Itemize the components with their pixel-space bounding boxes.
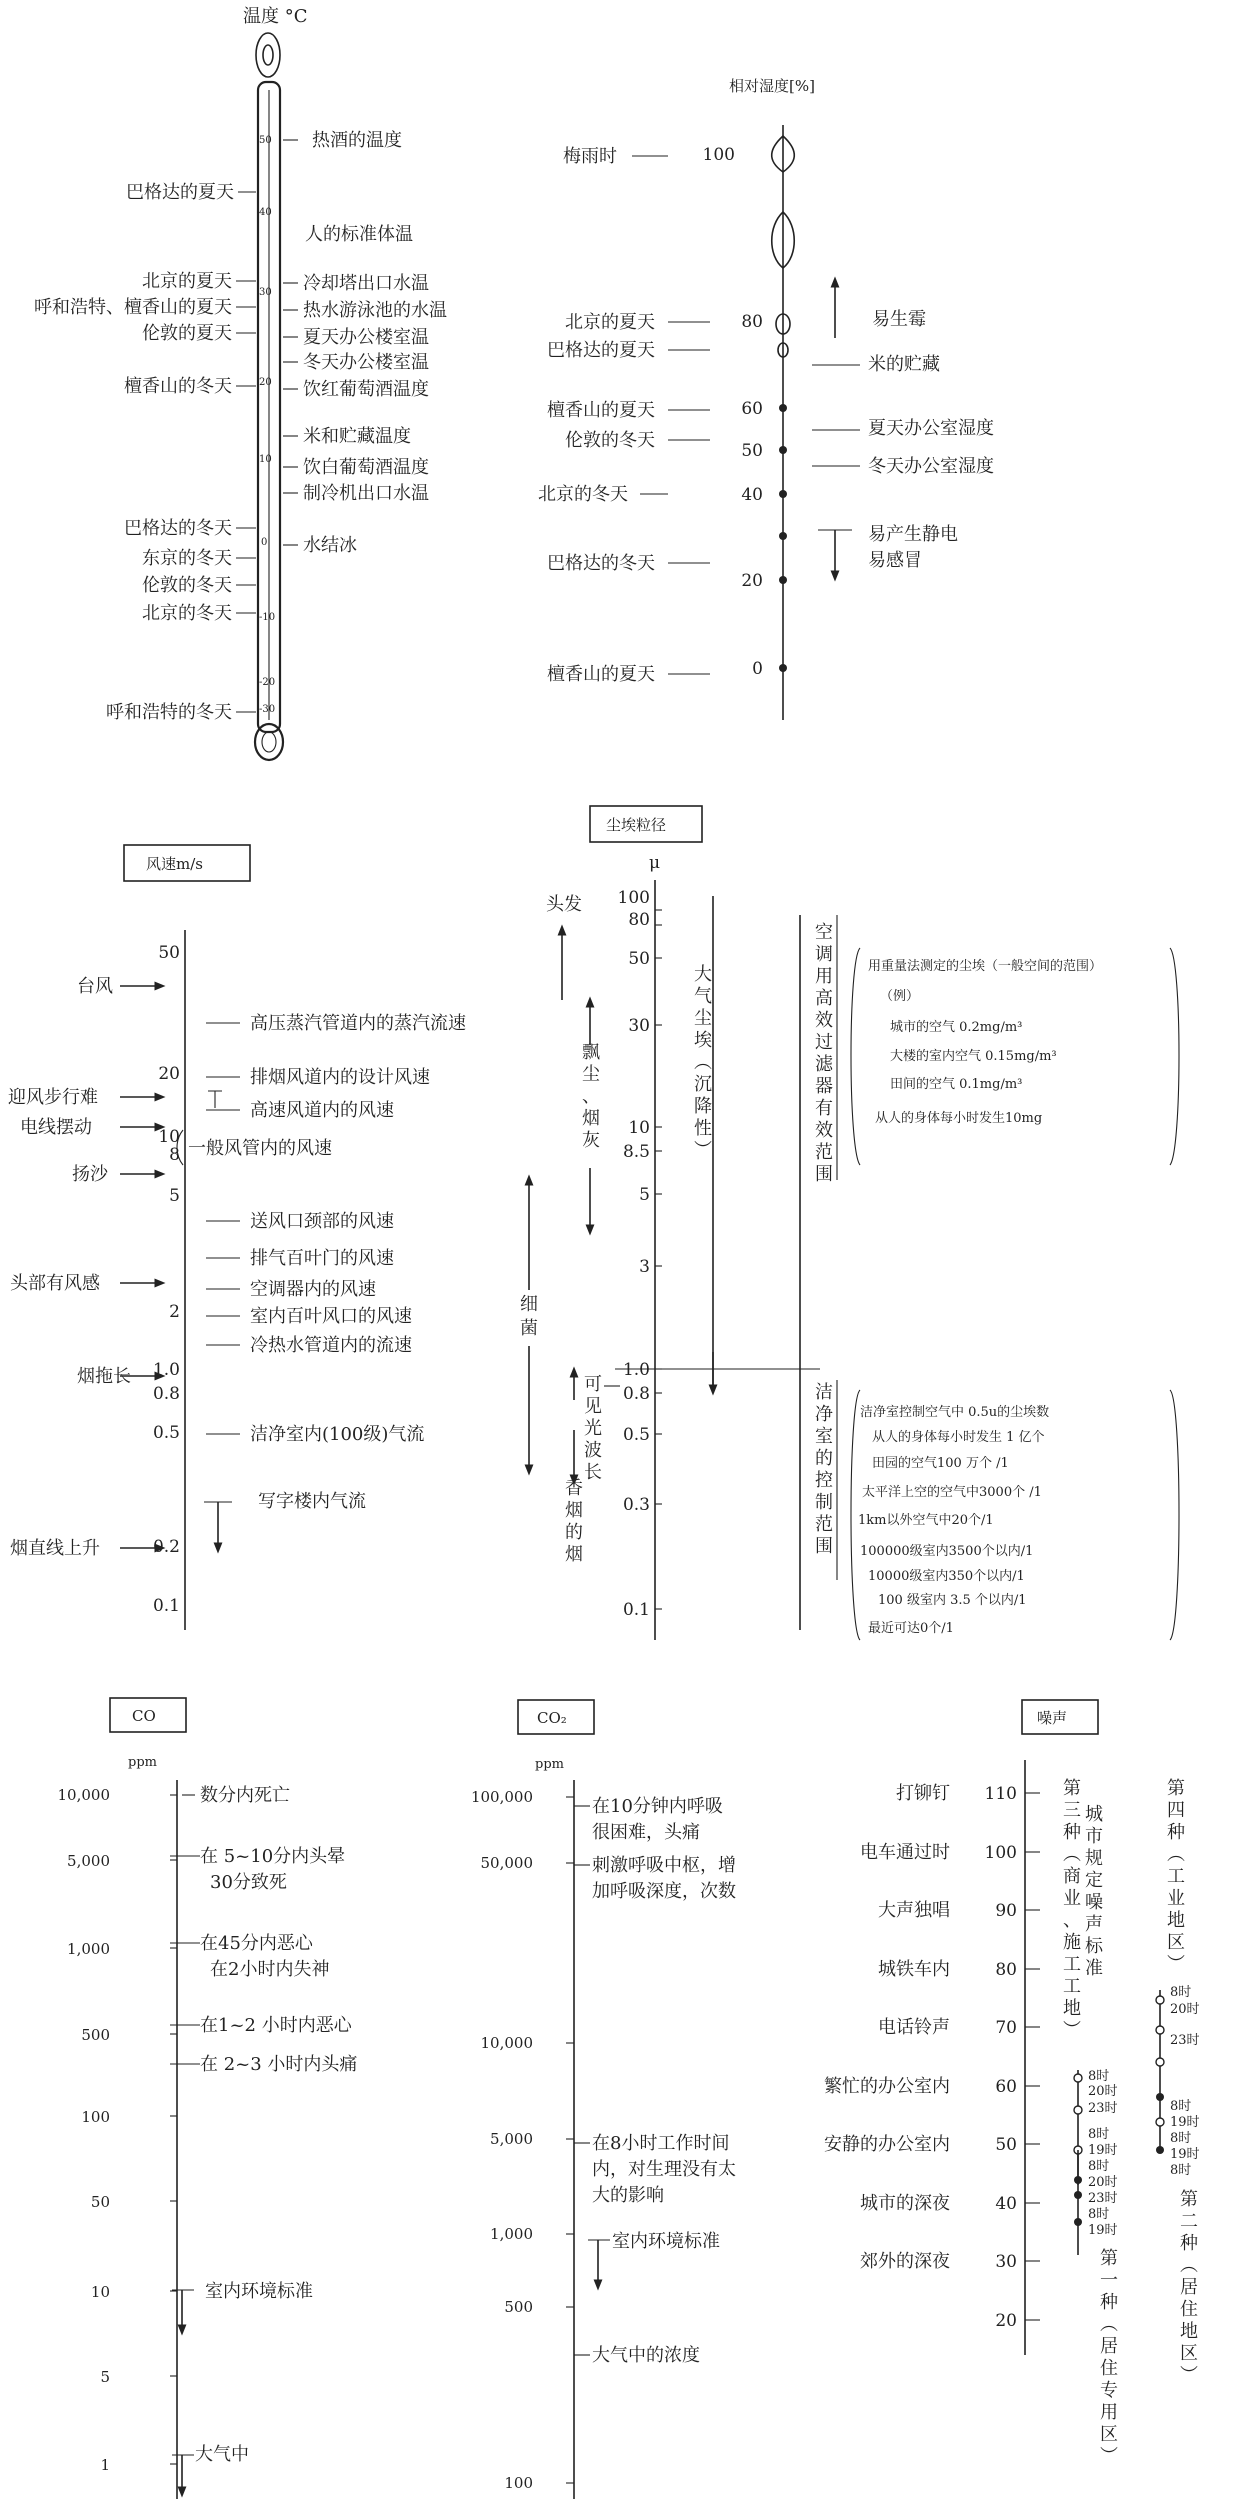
co2-note: 在10分钟内呼吸: [592, 1796, 723, 1817]
temp-left-label: 巴格达的冬天: [124, 518, 232, 539]
wind-left-label: 扬沙: [72, 1164, 108, 1185]
temp-right-label: 冬天办公楼室温: [303, 352, 429, 373]
noise-time: 8时: [1170, 1985, 1192, 2000]
wind-right-label: 高速风道内的风速: [250, 1100, 394, 1121]
co-note: 在 2~3 小时内头痛: [200, 2054, 358, 2075]
noise-tick: 60: [995, 2077, 1017, 2097]
dust-note1-line: 用重量法测定的尘埃（一般空间的范围）: [868, 959, 1103, 974]
co-note: 在45分内恶心: [200, 1933, 313, 1954]
co-unit: ppm: [128, 1755, 157, 1770]
dust-tick: 100: [617, 888, 650, 908]
wind-left-label: 台风: [77, 976, 113, 997]
dust-tick: 0.5: [622, 1425, 650, 1445]
noise-time: 19时: [1170, 2147, 1200, 2162]
noise-time: 8时: [1170, 2163, 1192, 2178]
co-tick: 5: [100, 2368, 110, 2386]
co2-unit: ppm: [535, 1757, 564, 1772]
co2-note: 室内环境标准: [612, 2231, 720, 2252]
co2-panel: [471, 1700, 736, 2499]
temp-right-label: 热水游泳池的水温: [303, 300, 447, 321]
co2-note: 加呼吸深度，次数: [592, 1881, 736, 1902]
co2-title: CO₂: [537, 1709, 567, 1727]
dust-filter-label: 空调用高效过滤器有效范围: [815, 922, 833, 1185]
humidity-tick: 80: [741, 312, 763, 332]
noise-tick: 50: [995, 2135, 1017, 2155]
thermometer-bulb-inner: [262, 732, 276, 752]
dust-tick: 8.5: [622, 1142, 650, 1162]
co2-tick: 100: [504, 2474, 533, 2492]
co-tick: 50: [90, 2193, 110, 2211]
wind-left-label: 电线摆动: [20, 1117, 92, 1138]
co-panel: [58, 1698, 358, 2499]
humidity-left-label: 梅雨时: [563, 146, 617, 167]
co2-tick: 100,000: [470, 1788, 533, 1806]
noise-time: 19时: [1088, 2143, 1118, 2158]
co-tick: 10,000: [57, 1786, 110, 1804]
noise-col1-label: 第一种︵居住专用区︶: [1100, 2248, 1118, 2467]
wind-tick: 50: [158, 943, 180, 963]
temp-right-label: 冷却塔出口水温: [303, 273, 429, 294]
temp-right-label: 水结冰: [303, 535, 357, 556]
dust-tick: 50: [628, 949, 650, 969]
noise-tick: 40: [995, 2194, 1017, 2214]
dust-tick: 80: [628, 910, 650, 930]
humidity-tick: 40: [741, 485, 763, 505]
temp-scale: 10: [259, 454, 272, 465]
wind-tick: 1.0: [152, 1360, 180, 1380]
temp-scale: -10: [259, 612, 276, 623]
wind-tick: 5: [169, 1186, 180, 1206]
noise-time: 8时: [1088, 2127, 1110, 2142]
noise-time: 8时: [1088, 2159, 1110, 2174]
humidity-left-label: 巴格达的夏天: [547, 340, 655, 361]
co-tick: 500: [81, 2026, 110, 2044]
dust-note2-line: 100000级室内3500个以内/1: [860, 1544, 1034, 1559]
humidity-right-label: 易生霉: [872, 309, 926, 330]
humidity-left-label: 伦敦的冬天: [565, 430, 655, 451]
wind-right-label: 洁净室内(100级)气流: [250, 1424, 425, 1445]
wind-right-label: 排气百叶门的风速: [250, 1248, 394, 1269]
noise-time: 20时: [1088, 2084, 1118, 2099]
temp-left-label: 檀香山的冬天: [124, 376, 232, 397]
temp-scale: 0: [261, 537, 268, 548]
noise-col4-label: 第四种︵工业地区︶: [1167, 1778, 1185, 1975]
wind-left-label: 烟拖长: [77, 1366, 131, 1387]
dust-clean-label: 洁净室的控制范围: [815, 1382, 833, 1557]
dust-panel: [520, 806, 1179, 1640]
noise-left-label: 城市的深夜: [860, 2193, 950, 2214]
thermometer-panel: [34, 6, 447, 760]
wind-tick: 0.2: [152, 1537, 180, 1557]
dust-note1-line: 城市的空气 0.2mg/m³: [890, 1020, 1023, 1035]
noise-time: 23时: [1088, 2101, 1118, 2116]
noise-left-label: 电车通过时: [860, 1842, 950, 1863]
humidity-left-label: 檀香山的夏天: [547, 400, 655, 421]
temp-right-label: 米和贮藏温度: [303, 426, 411, 447]
dust-tick: 30: [628, 1016, 650, 1036]
co-tick: 5,000: [67, 1852, 110, 1870]
noise-tick: 110: [984, 1784, 1017, 1804]
wind-tick: 0.8: [152, 1384, 180, 1404]
wind-tick: 2: [169, 1302, 180, 1322]
temp-right-label: 制冷机出口水温: [303, 483, 429, 504]
dust-note1-line: 田间的空气 0.1mg/m³: [890, 1077, 1023, 1092]
wind-right-label: 空调器内的风速: [250, 1279, 376, 1300]
temp-scale: -30: [259, 704, 276, 715]
dust-tick: 0.8: [622, 1384, 650, 1404]
temp-right-label: 饮红葡萄酒温度: [303, 379, 429, 400]
dust-floating-label: 飘尘、烟灰: [582, 1042, 600, 1151]
co-tick: 100: [81, 2108, 110, 2126]
noise-left-label: 城铁车内: [878, 1959, 950, 1980]
humidity-left-label: 巴格达的冬天: [547, 553, 655, 574]
wind-tick: 20: [158, 1064, 180, 1084]
wind-left-label: 烟直线上升: [10, 1538, 100, 1559]
co-note: 室内环境标准: [205, 2281, 313, 2302]
wind-left-label: 头部有风感: [10, 1273, 100, 1294]
noise-time: 23时: [1170, 2033, 1200, 2048]
temp-scale: 50: [259, 135, 272, 146]
wind-right-label: 送风口颈部的风速: [250, 1211, 394, 1232]
dust-tick: 10: [628, 1118, 650, 1138]
humidity-right-label: 夏天办公室湿度: [868, 418, 994, 439]
wind-tick: 0.1: [152, 1596, 180, 1616]
co-note: 在1~2 小时内恶心: [200, 2015, 352, 2036]
humidity-right-label: 易感冒: [868, 550, 922, 571]
co-note: 在2小时内失神: [210, 1959, 330, 1980]
temp-left-label: 北京的夏天: [142, 271, 232, 292]
wind-panel: [8, 845, 466, 1630]
noise-panel: [824, 1700, 1200, 2467]
co2-note: 大气中的浓度: [592, 2345, 700, 2366]
wind-right-label: 排烟风道内的设计风速: [250, 1067, 430, 1088]
co2-note: 很困难，头痛: [592, 1822, 700, 1843]
noise-tick: 100: [984, 1843, 1017, 1863]
noise-time: 19时: [1088, 2223, 1118, 2238]
co2-tick: 50,000: [480, 1854, 533, 1872]
dust-note2-line: 从人的身体每小时发生 1 亿个: [872, 1430, 1045, 1445]
noise-left-label: 打铆钉: [896, 1783, 950, 1804]
noise-left-label: 大声独唱: [878, 1900, 950, 1921]
co-tick: 10: [90, 2283, 110, 2301]
noise-tick: 20: [995, 2311, 1017, 2331]
temp-scale: 30: [259, 287, 272, 298]
dust-hair-label: 头发: [546, 894, 582, 915]
co-note: 30分致死: [210, 1872, 287, 1893]
noise-time: 8时: [1170, 2099, 1192, 2114]
temp-left-label: 呼和浩特的冬天: [106, 702, 232, 723]
noise-time: 8时: [1170, 2131, 1192, 2146]
temp-scale: 20: [259, 377, 272, 388]
co-note: 在 5~10分内头晕: [200, 1846, 346, 1867]
humidity-tick: 0: [752, 659, 763, 679]
wind-tick: 8: [169, 1145, 180, 1165]
noise-time: 20时: [1088, 2175, 1118, 2190]
temp-left-label: 东京的冬天: [142, 548, 232, 569]
noise-tick: 90: [995, 1901, 1017, 1921]
wind-title: 风速m/s: [146, 855, 203, 873]
temp-right-label: 夏天办公楼室温: [303, 327, 429, 348]
noise-time: 19时: [1170, 2115, 1200, 2130]
thermometer-bulb: [255, 724, 283, 760]
dust-note2-line: 洁净室控制空气中 0.5u的尘埃数: [860, 1405, 1050, 1420]
dust-visible-label: 可见光波长: [584, 1374, 602, 1483]
humidity-tick: 20: [741, 571, 763, 591]
dust-tick: 5: [639, 1185, 650, 1205]
humidity-tick: 100: [702, 145, 735, 165]
noise-col2-label: 第二种︵居住地区︶: [1180, 2189, 1198, 2386]
dust-atm-label: 大气尘埃︵沉降性︶: [694, 964, 712, 1161]
dust-note1-line: （例）: [880, 989, 920, 1004]
temp-scale: 40: [259, 207, 272, 218]
noise-tick: 70: [995, 2018, 1017, 2038]
co-tick: 1,000: [67, 1940, 110, 1958]
dust-note2-line: 10000级室内350个以内/1: [868, 1569, 1025, 1584]
dust-note2-line: 田园的空气100 万个 /1: [872, 1456, 1009, 1471]
wind-right-label: 写字楼内气流: [258, 1491, 366, 1512]
noise-time: 8时: [1088, 2069, 1110, 2084]
co2-tick: 10,000: [480, 2034, 533, 2052]
humidity-right-label: 冬天办公室湿度: [868, 456, 994, 477]
noise-time: 23时: [1088, 2191, 1118, 2206]
co2-note: 内，对生理没有太: [592, 2159, 736, 2180]
humidity-panel: [538, 77, 994, 720]
noise-time: 20时: [1170, 2002, 1200, 2017]
temp-left-label: 北京的冬天: [142, 603, 232, 624]
thermometer-top-ring: [256, 33, 280, 77]
dust-note1-line: 大楼的室内空气 0.15mg/m³: [890, 1049, 1057, 1064]
noise-time: 8时: [1088, 2207, 1110, 2222]
wind-left-label: 迎风步行难: [8, 1087, 98, 1108]
dust-tick: 3: [639, 1257, 650, 1277]
noise-title: 噪声: [1037, 1709, 1068, 1727]
noise-col3-label: 第三种︵商业、施工工地︶: [1063, 1778, 1081, 2041]
humidity-left-label: 檀香山的夏天: [547, 664, 655, 685]
dust-title: 尘埃粒径: [606, 816, 667, 834]
temp-right-label: 饮白葡萄酒温度: [303, 457, 429, 478]
humidity-title: 相对湿度[%]: [729, 77, 815, 95]
dust-note2-line: 太平洋上空的空气中3000个 /1: [862, 1485, 1042, 1500]
noise-left-label: 郊外的深夜: [860, 2251, 950, 2272]
dust-tick: 1.0: [622, 1360, 650, 1380]
dust-bacteria-label: 细菌: [520, 1294, 538, 1339]
dust-note2-line: 最近可达0个/1: [868, 1621, 954, 1636]
dust-tick: 0.3: [622, 1495, 650, 1515]
noise-left-label: 繁忙的办公室内: [824, 2076, 950, 2097]
temp-left-label: 巴格达的夏天: [126, 182, 234, 203]
dust-smoke-label: 香烟的烟: [565, 1478, 583, 1565]
humidity-tick: 50: [741, 441, 763, 461]
humidity-right-label: 米的贮藏: [868, 354, 940, 375]
dust-note2-line: 100 级室内 3.5 个以内/1: [878, 1593, 1027, 1608]
temp-left-label: 伦敦的冬天: [142, 575, 232, 596]
co-note: 数分内死亡: [200, 1785, 290, 1806]
co-title: CO: [132, 1707, 156, 1725]
noise-left-label: 安静的办公室内: [824, 2134, 950, 2155]
co2-note: 在8小时工作时间: [592, 2133, 730, 2154]
wind-right-label: 高压蒸汽管道内的蒸汽流速: [250, 1013, 466, 1034]
dust-unit: μ: [649, 853, 661, 873]
temp-left-label: 呼和浩特、檀香山的夏天: [34, 297, 232, 318]
humidity-left-label: 北京的夏天: [565, 312, 655, 333]
co2-tick: 5,000: [490, 2130, 533, 2148]
wind-tick: 0.5: [152, 1423, 180, 1443]
thermometer-title: 温度 °C: [243, 6, 308, 27]
noise-standard-header: 城市规定噪声标准: [1085, 1804, 1103, 1979]
thermometer-top-ring-inner: [263, 45, 273, 65]
dust-note2-line: 1km以外空气中20个/1: [858, 1513, 994, 1528]
dust-note1-line: 从人的身体每小时发生10mg: [875, 1111, 1043, 1126]
co2-note: 大的影响: [592, 2185, 664, 2206]
noise-tick: 30: [995, 2252, 1017, 2272]
co-note: 大气中: [195, 2444, 249, 2465]
wind-tick: 10: [158, 1127, 180, 1147]
humidity-tick: 60: [741, 399, 763, 419]
temp-scale: -20: [259, 677, 276, 688]
humidity-right-label: 易产生静电: [868, 524, 958, 545]
temp-left-label: 伦敦的夏天: [142, 323, 232, 344]
dust-tick: 0.1: [622, 1600, 650, 1620]
humidity-left-label: 北京的冬天: [538, 484, 628, 505]
co2-note: 刺激呼吸中枢，增: [592, 1855, 736, 1876]
co2-tick: 1,000: [490, 2225, 533, 2243]
wind-right-label: 一般风管内的风速: [188, 1138, 332, 1159]
wind-right-label: 室内百叶风口的风速: [250, 1306, 412, 1327]
wind-right-label: 冷热水管道内的流速: [250, 1335, 412, 1356]
noise-left-label: 电话铃声: [878, 2017, 950, 2038]
noise-tick: 80: [995, 1960, 1017, 1980]
co2-tick: 500: [504, 2298, 533, 2316]
temp-right-label: 热酒的温度: [312, 130, 402, 151]
temp-right-label: 人的标准体温: [305, 224, 413, 245]
co-tick: 1: [100, 2456, 110, 2474]
